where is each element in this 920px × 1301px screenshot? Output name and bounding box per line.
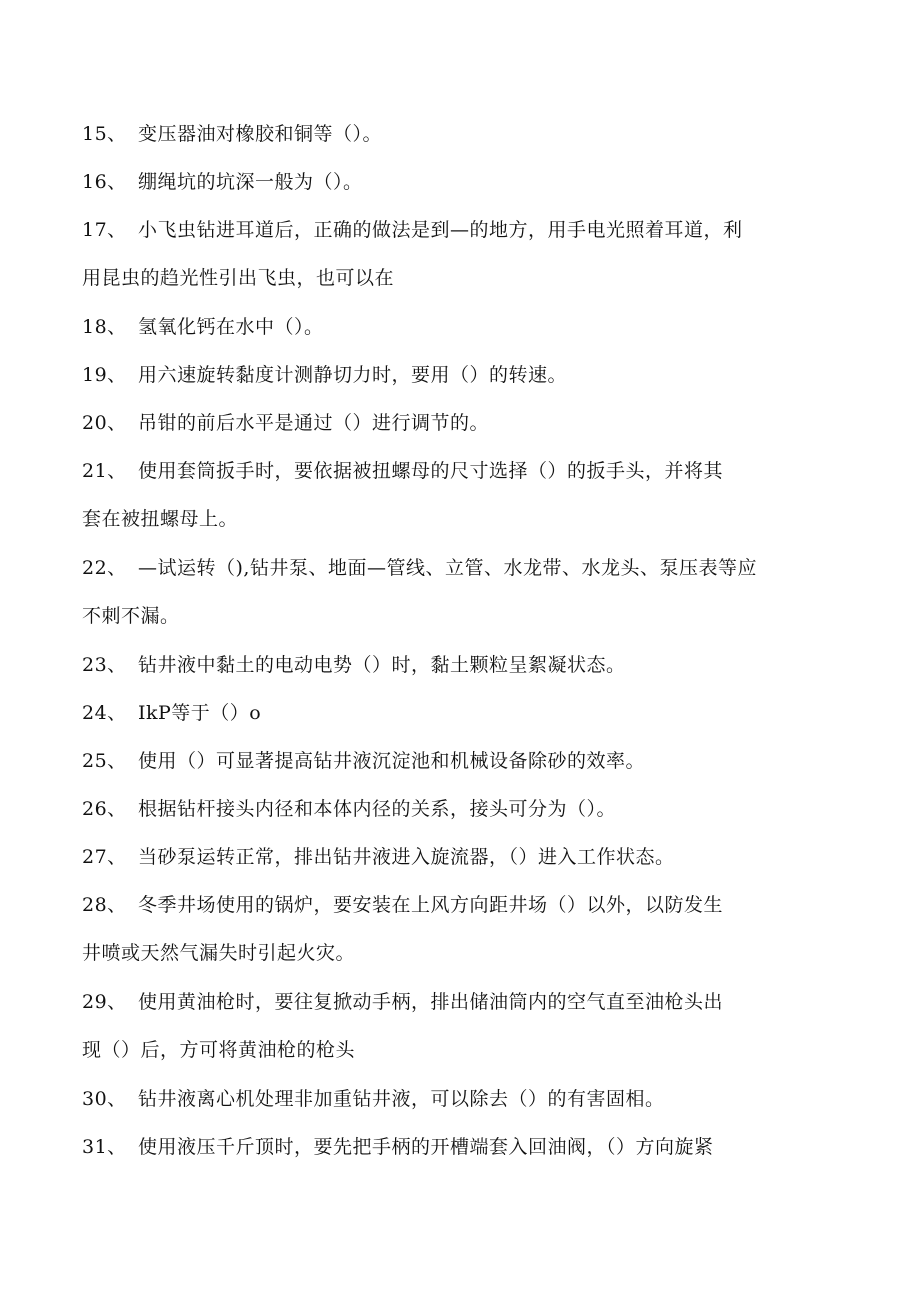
question-text: 使用黄油枪时，要往复掀动手柄，排出储油筒内的空气直至油枪头出 bbox=[138, 991, 724, 1013]
question-number: 16、 bbox=[82, 171, 127, 193]
question-21 bbox=[82, 447, 842, 543]
question-number: 24、 bbox=[82, 702, 127, 724]
question-text: 吊钳的前后水平是通过（）进行调节的。 bbox=[138, 412, 490, 434]
question-text: —试运转（),钻井泵、地面—管线、立管、水龙带、水龙头、泵压表等应 bbox=[138, 557, 757, 579]
question-text-continued: 套在被扭螺母上。 bbox=[82, 508, 239, 530]
question-15 bbox=[82, 110, 842, 158]
question-text: 变压器油对橡胶和铜等（）。 bbox=[138, 123, 383, 145]
question-text: 钻井液离心机处理非加重钻井液，可以除去（）的有害固相。 bbox=[138, 1088, 665, 1110]
question-text: 使用（）可显著提高钻井液沉淀池和机械设备除砂的效率。 bbox=[138, 750, 646, 772]
question-text-continued: 现（）后，方可将黄油枪的枪头 bbox=[82, 1039, 356, 1061]
question-20 bbox=[82, 399, 842, 447]
question-number: 17、 bbox=[82, 219, 127, 241]
question-number: 15、 bbox=[82, 123, 127, 145]
question-30 bbox=[82, 1075, 842, 1123]
question-number: 27、 bbox=[82, 846, 127, 868]
question-28 bbox=[82, 881, 842, 977]
question-number: 19、 bbox=[82, 364, 127, 386]
question-text-continued: 不刺不漏。 bbox=[82, 605, 180, 627]
question-text: 当砂泵运转正常，排出钻井液进入旋流器，（）进入工作状态。 bbox=[138, 846, 675, 868]
question-number: 30、 bbox=[82, 1088, 127, 1110]
question-16 bbox=[82, 158, 842, 206]
question-31 bbox=[82, 1123, 842, 1171]
question-text-continued: 用昆虫的趋光性引出飞虫，也可以在 bbox=[82, 267, 395, 289]
question-number: 25、 bbox=[82, 750, 127, 772]
question-19 bbox=[82, 351, 842, 399]
question-17 bbox=[82, 206, 842, 302]
question-number: 22、 bbox=[82, 557, 127, 579]
question-18 bbox=[82, 303, 842, 351]
question-26 bbox=[82, 785, 842, 833]
question-text-continued: 井喷或天然气漏失时引起火灾。 bbox=[82, 942, 356, 964]
question-29 bbox=[82, 978, 842, 1074]
question-text: 使用套筒扳手时，要依据被扭螺母的尺寸选择（）的扳手头，并将其 bbox=[138, 460, 724, 482]
question-text: 冬季井场使用的锅炉，要安装在上风方向距井场（）以外，以防发生 bbox=[138, 894, 724, 916]
question-number: 23、 bbox=[82, 654, 127, 676]
question-text: IkP等于（）o bbox=[138, 702, 262, 724]
question-text: 使用液压千斤顶时，要先把手柄的开槽端套入回油阀，（）方向旋紧 bbox=[138, 1136, 714, 1158]
question-number: 26、 bbox=[82, 798, 127, 820]
question-text: 小飞虫钻进耳道后，正确的做法是到—的地方，用手电光照着耳道，利 bbox=[138, 219, 743, 241]
question-text: 氢氧化钙在水中（）。 bbox=[138, 316, 324, 338]
question-number: 29、 bbox=[82, 991, 127, 1013]
question-text: 根据钻杆接头内径和本体内径的关系，接头可分为（）。 bbox=[138, 798, 617, 820]
question-text: 绷绳坑的坑深一般为（）。 bbox=[138, 171, 363, 193]
question-number: 31、 bbox=[82, 1136, 127, 1158]
question-text: 钻井液中黏土的电动电势（）时，黏土颗粒呈絮凝状态。 bbox=[138, 654, 626, 676]
question-text: 用六速旋转黏度计测静切力时，要用（）的转速。 bbox=[138, 364, 568, 386]
question-23 bbox=[82, 641, 842, 689]
question-22 bbox=[82, 544, 842, 640]
question-27 bbox=[82, 833, 842, 881]
question-number: 18、 bbox=[82, 316, 127, 338]
question-number: 20、 bbox=[82, 412, 127, 434]
question-number: 28、 bbox=[82, 894, 127, 916]
question-25 bbox=[82, 737, 842, 785]
question-24 bbox=[82, 689, 842, 737]
question-number: 21、 bbox=[82, 460, 127, 482]
